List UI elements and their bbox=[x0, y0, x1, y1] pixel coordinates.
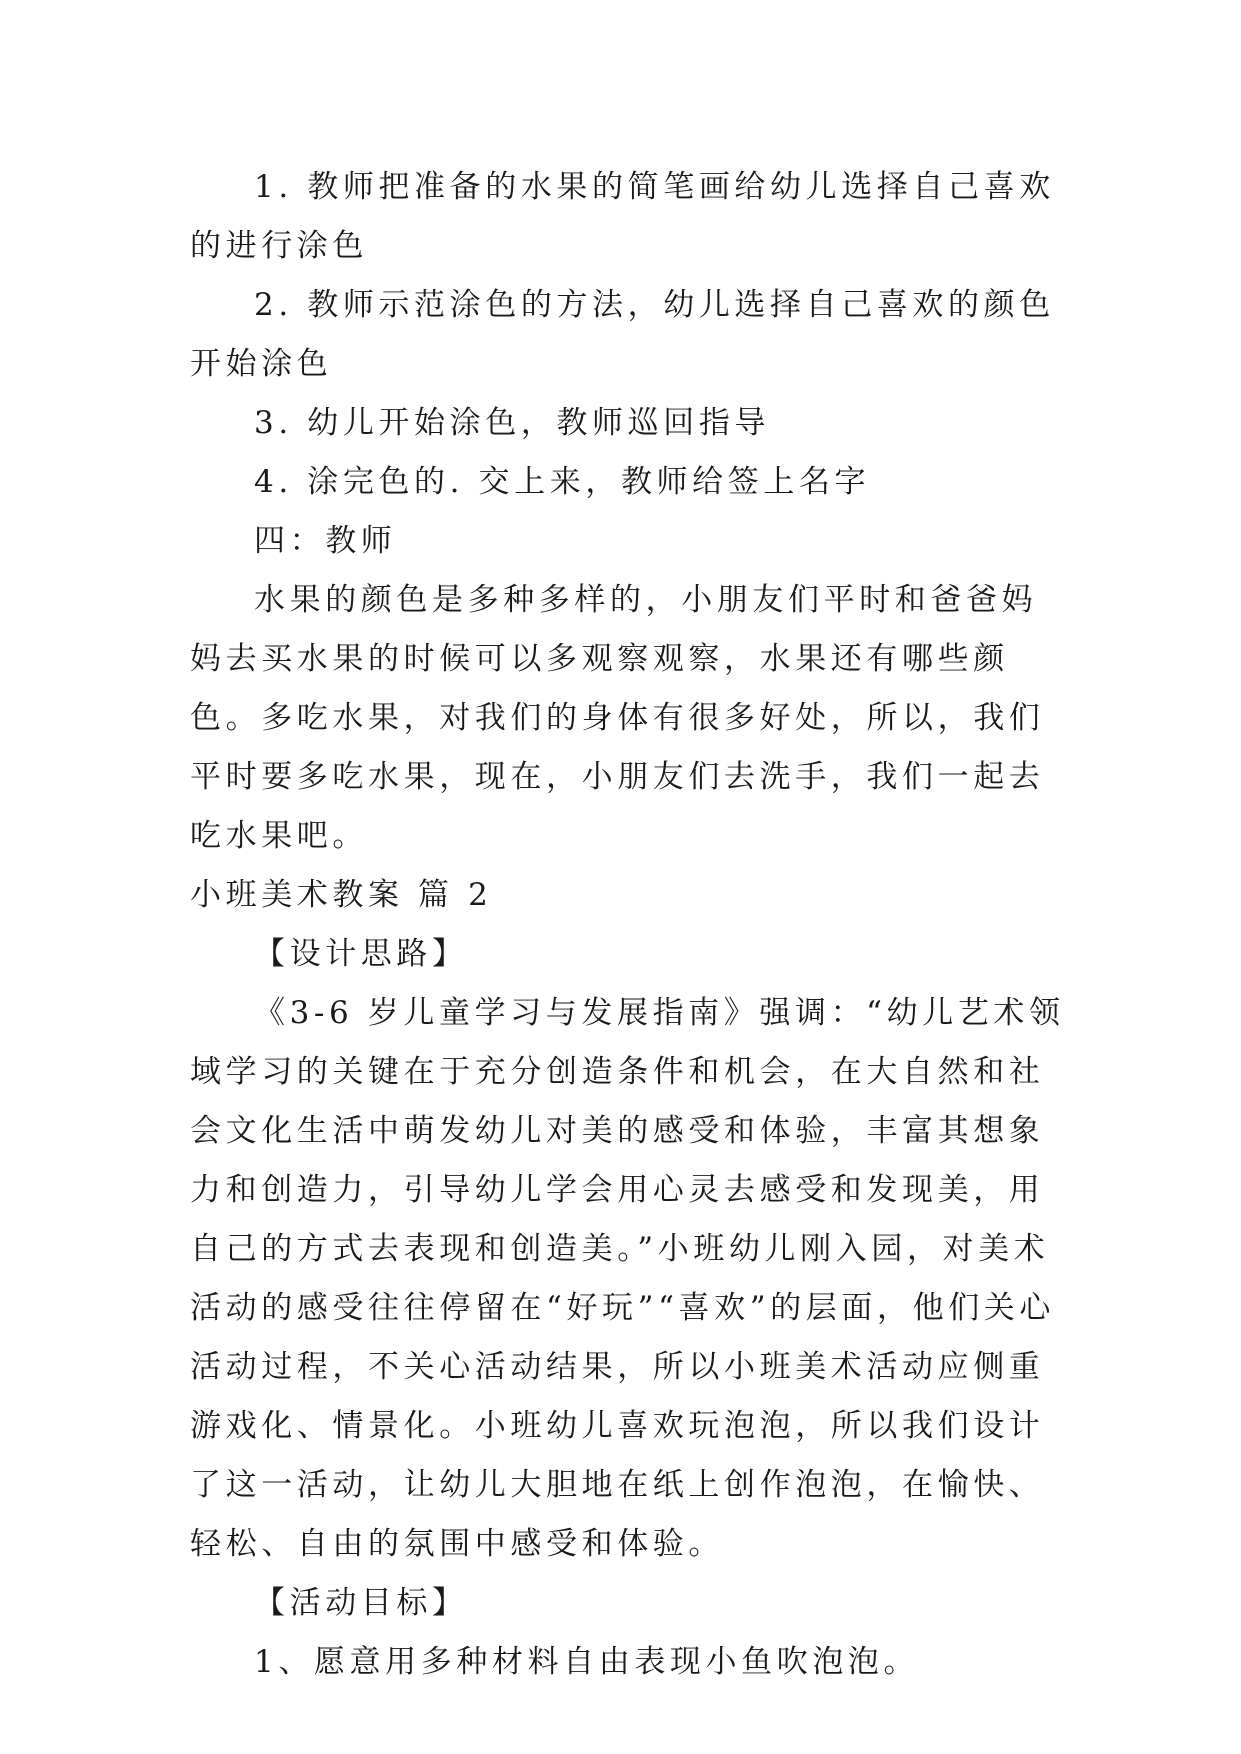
document-page bbox=[190, 158, 1070, 1692]
paragraph-design-rationale: 《3-6 岁儿童学习与发展指南》强调：“幼儿艺术领域学习的关键在于充分创造条件和机会，在大自然和社会文化生活中萌发幼儿对美的感受和体验，丰富其想象力和创造力，引导幼儿学会用心灵去感受和发现美，用自己的方式去表现和创造美。”小班幼儿刚入园，对美术活动的感受往往停留在“好玩”“喜欢”的层面，他们关心活动过程，不关心活动结果，所以小班美术活动应侧重游戏化、情景化。小班幼儿喜欢玩泡泡，所以我们设计了这一活动，让幼儿大胆地在纸上创作泡泡，在愉快、轻松、自由的氛围中感受和体验。 bbox=[190, 995, 1065, 1562]
paragraph-step-2: 2. 教师示范涂色的方法，幼儿选择自己喜欢的颜色开始涂色 bbox=[190, 287, 1055, 382]
lesson-title: 小班美术教案 篇 2 bbox=[190, 877, 493, 913]
paragraph-teacher-summary: 水果的颜色是多种多样的，小朋友们平时和爸爸妈妈去买水果的时候可以多观察观察，水果还有哪些颜色。多吃水果，对我们的身体有很多好处，所以，我们平时要多吃水果，现在，小朋友们去洗手，我们一起去吃水果吧。 bbox=[190, 582, 1045, 854]
paragraph-step-3: 3. 幼儿开始涂色，教师巡回指导 bbox=[254, 405, 771, 441]
section-heading-design: 【设计思路】 bbox=[254, 936, 468, 972]
paragraph-step-1: 1. 教师把准备的水果的简笔画给幼儿选择自己喜欢的进行涂色 bbox=[190, 169, 1055, 264]
section-heading-teacher: 四：教师 bbox=[254, 523, 397, 559]
paragraph-step-4: 4. 涂完色的. 交上来，教师给签上名字 bbox=[254, 464, 871, 500]
paragraph-goal-1: 1、愿意用多种材料自由表现小鱼吹泡泡。 bbox=[254, 1644, 920, 1680]
section-heading-goals: 【活动目标】 bbox=[254, 1585, 468, 1621]
